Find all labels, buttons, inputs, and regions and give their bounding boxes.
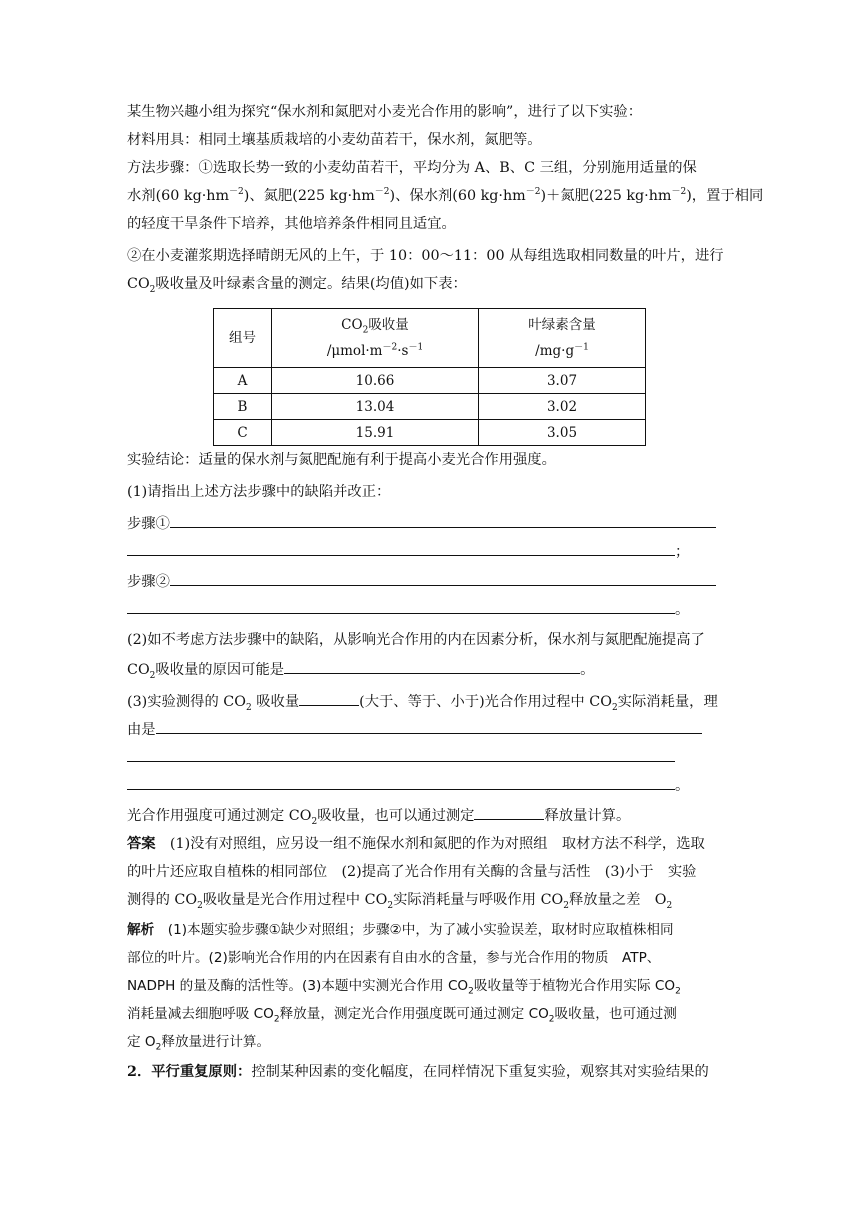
step2-answer-line: 步骤② — [127, 570, 716, 592]
principle-label: 2．平行重复原则： — [127, 1064, 252, 1080]
header-group: 组号 — [214, 309, 272, 368]
analysis-line-1: 解析 (1)本题实验步骤①缺少对照组；步骤②中，为了减小实验误差，取材时应取植株相同 — [127, 922, 674, 938]
conclusion-line: 实验结论：适量的保水剂与氮肥配施有利于提高小麦光合作用强度。 — [127, 452, 556, 468]
method-line-3: 的轻度干旱条件下培养，其他培养条件相同且适宜。 — [127, 216, 456, 232]
question-3-line-4: 。 — [127, 774, 689, 796]
answer-line-1: 答案 (1)没有对照组，应另设一组不施保水剂和氮肥的作为对照组 取材方法不科学，选取 — [127, 836, 705, 852]
cell-chlorophyll: 3.07 — [479, 368, 646, 394]
header-chlorophyll: 叶绿素含量 $/mg\cdot g^{-1}$ — [479, 309, 646, 368]
answer-line-2: 的叶片还应取自植株的相同部位 (2)提高了光合作用有关酶的含量与活性 (3)小于 实验 — [127, 864, 697, 880]
answer-blank[interactable] — [156, 718, 702, 734]
analysis-line-3: NADPH 的量及酶的活性等。(3)本题中实测光合作用 $CO_2$吸收量等于植物光合作用实际 $CO_2$ — [127, 978, 681, 997]
answer-blank[interactable] — [127, 540, 675, 556]
method-line-1: 方法步骤：①选取长势一致的小麦幼苗若干，平均分为 A、B、C 三组，分别施用适量的保 — [127, 160, 697, 176]
question-2-line-1: (2)如不考虑方法步骤中的缺陷，从影响光合作用的内在因素分析，保水剂与氮肥配施提高了 — [127, 632, 705, 648]
question-3-line-5: 光合作用强度可通过测定 $CO_2$吸收量，也可以通过测定 释放量计算。 — [127, 804, 630, 826]
header-co2: $CO_2$吸收量 $/\mu mol\cdot m^{-2}\cdot s^{-1}$ — [272, 309, 479, 368]
cell-chlorophyll: 3.02 — [479, 394, 646, 420]
question-3-line-3 — [127, 746, 675, 768]
answer-blank[interactable] — [170, 570, 716, 586]
answer-line-3: 测得的 $CO_2$吸收量是光合作用过程中 $CO_2$实际消耗量与呼吸作用 $CO_2$释放量之差 $O_2$ — [127, 892, 673, 911]
question-1: (1)请指出上述方法步骤中的缺陷并改正： — [127, 484, 391, 500]
step1-answer-line-2: ； — [127, 540, 689, 562]
step1-answer-line: 步骤① — [127, 512, 716, 534]
answer-blank[interactable] — [299, 690, 359, 706]
analysis-line-4: 消耗量减去细胞呼吸 $CO_2$释放量，测定光合作用强度既可通过测定 $CO_2$吸收量，也可通过测 — [127, 1006, 677, 1025]
method-line-5: $CO_2$吸收量及叶绿素含量的测定。结果(均值)如下表： — [127, 276, 467, 295]
cell-group: A — [214, 368, 272, 394]
table-row — [214, 394, 646, 420]
answer-blank[interactable] — [170, 512, 716, 528]
answer-blank[interactable] — [127, 598, 675, 614]
principle-line: 2．平行重复原则：控制某种因素的变化幅度，在同样情况下重复实验，观察其对实验结果的 — [127, 1064, 709, 1080]
answer-blank[interactable] — [284, 658, 580, 674]
materials-line: 材料用具：相同土壤基质栽培的小麦幼苗若干，保水剂，氮肥等。 — [127, 132, 542, 148]
table-header-row — [214, 309, 646, 368]
cell-chlorophyll: 3.05 — [479, 420, 646, 446]
answer-blank[interactable] — [127, 774, 675, 790]
cell-group: C — [214, 420, 272, 446]
cell-co2: 15.91 — [272, 420, 479, 446]
step2-answer-line-2: 。 — [127, 598, 689, 620]
table-row — [214, 420, 646, 446]
method-line-4: ②在小麦灌浆期选择晴朗无风的上午，于 10：00～11：00 从每组选取相同数量的叶片，进行 — [127, 248, 724, 264]
cell-group: B — [214, 394, 272, 420]
results-table — [213, 308, 646, 446]
cell-co2: 13.04 — [272, 394, 479, 420]
answer-label: 答案 — [127, 836, 156, 852]
question-3-line-2: 由是 — [127, 718, 702, 740]
answer-blank[interactable] — [127, 746, 675, 762]
table-row — [214, 368, 646, 394]
cell-co2: 10.66 — [272, 368, 479, 394]
intro-line: 某生物兴趣小组为探究“保水剂和氮肥对小麦光合作用的影响”，进行了以下实验： — [127, 104, 643, 120]
answer-blank[interactable] — [474, 804, 544, 820]
analysis-line-2: 部位的叶片。(2)影响光合作用的内在因素有自由水的含量，参与光合作用的物质 ATP、 — [127, 950, 661, 966]
question-3-line-1: (3)实验测得的 $CO_2$ 吸收量 (大于、等于、小于)光合作用过程中 $CO_2$实际消耗量，理 — [127, 690, 718, 712]
question-2-line-2: $CO_2$吸收量的原因可能是 。 — [127, 658, 594, 680]
analysis-label: 解析 — [127, 922, 155, 938]
method-line-2: 水剂(60 $kg\cdot hm^{-2}$)、氮肥(225 $kg\cdot hm^{-2}$)、保水剂(60 $kg\cdot hm^{-2})+$氮肥(225 $kg\cdot hm^{-2}$)，置于相同 — [127, 187, 764, 204]
analysis-line-5: 定 $O_2$释放量进行计算。 — [127, 1034, 271, 1053]
